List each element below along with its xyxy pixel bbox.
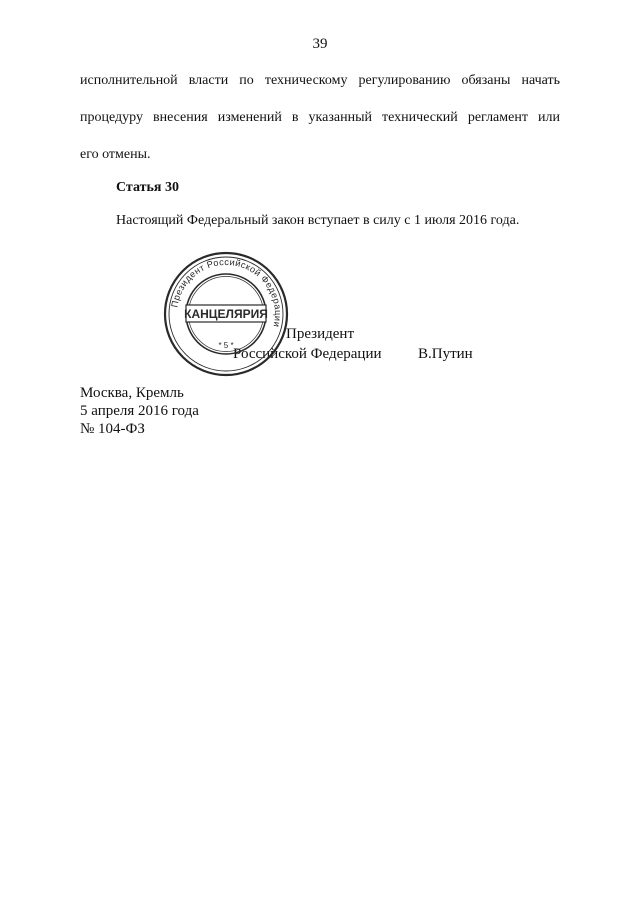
signature-name: В.Путин bbox=[418, 346, 473, 362]
stamp-bottom-text: * 5 * bbox=[218, 341, 234, 350]
paragraph-line-3: его отмены. bbox=[80, 147, 151, 162]
signature-organization: Российской Федерации bbox=[233, 346, 382, 362]
paragraph-line-2: процедуру внесения изменений в указанный технический регламент или bbox=[80, 110, 560, 125]
stamp-center-text: КАНЦЕЛЯРИЯ bbox=[184, 307, 268, 321]
office-stamp bbox=[162, 250, 290, 378]
article-text: Настоящий Федеральный закон вступает в силу с 1 июля 2016 года. bbox=[116, 213, 520, 228]
signature-title: Президент bbox=[286, 326, 354, 342]
signing-place: Москва, Кремль bbox=[80, 385, 184, 401]
stamp-ring-text: Президент Российской Федерации bbox=[169, 256, 284, 329]
article-title: Статья 30 bbox=[116, 180, 179, 195]
page-number: 39 bbox=[312, 36, 328, 52]
paragraph-line-1: исполнительной власти по техническому регулированию обязаны начать bbox=[80, 73, 560, 88]
law-number: № 104-ФЗ bbox=[80, 421, 145, 437]
signing-date: 5 апреля 2016 года bbox=[80, 403, 199, 419]
